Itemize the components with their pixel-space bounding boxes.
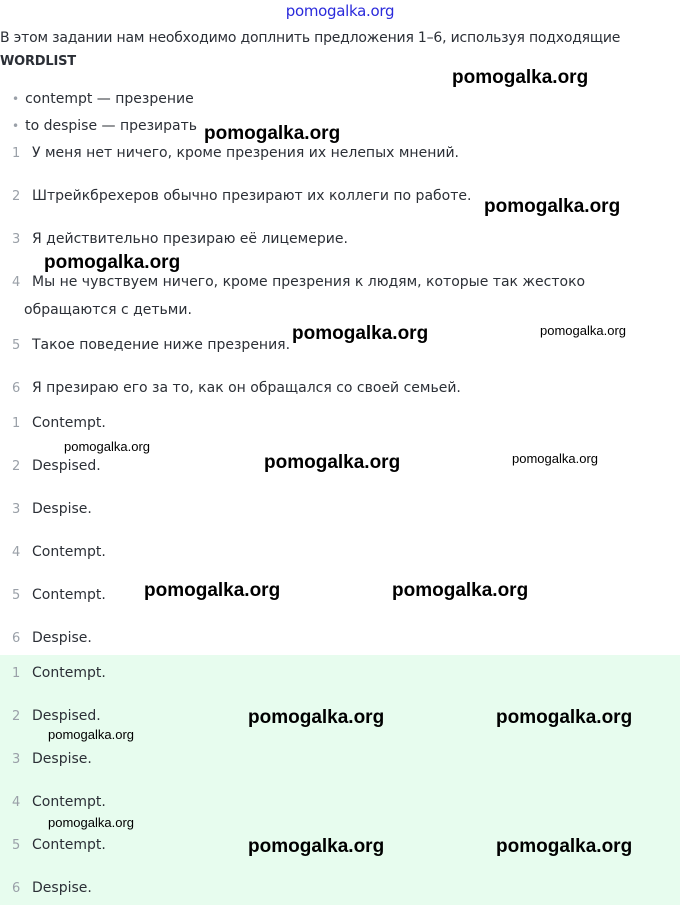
sentence-number: 1	[12, 146, 21, 161]
answer-row-highlighted	[12, 665, 672, 681]
watermark-logo: pomogalka.org	[540, 323, 626, 338]
sentence-number: 6	[12, 381, 21, 396]
answer-text: Contempt.	[32, 544, 106, 560]
sentence-text: У меня нет ничего, кроме презрения их нелепых мнений.	[32, 145, 459, 161]
answer-text: Contempt.	[32, 665, 106, 681]
watermark-logo: pomogalka.org	[452, 67, 589, 88]
answer-row	[12, 501, 672, 517]
answer-number: 4	[12, 795, 21, 810]
answer-number: 6	[12, 881, 21, 896]
sentence-text: Мы не чувствуем ничего, кроме презрения к людям, которые так жестоко	[32, 274, 586, 290]
answer-text: Despise.	[32, 880, 92, 896]
sentence-text: Такое поведение ниже презрения.	[32, 337, 291, 353]
answer-number: 2	[12, 459, 21, 474]
watermark-logo: pomogalka.org	[248, 836, 385, 857]
watermark-logo: pomogalka.org	[48, 815, 134, 830]
sentence-number: 5	[12, 338, 21, 353]
sentence-text: Штрейкбрехеров обычно презирают их коллеги по работе.	[32, 188, 472, 204]
answer-number: 5	[12, 838, 21, 853]
watermark-logo: pomogalka.org	[496, 836, 633, 857]
watermark-logo: pomogalka.org	[512, 451, 598, 466]
bullet-icon: •	[12, 119, 20, 133]
answer-text: Despise.	[32, 501, 92, 517]
watermark-logo: pomogalka.org	[48, 727, 134, 742]
sentence-row	[12, 274, 672, 290]
answer-text: Despise.	[32, 751, 92, 767]
answer-row-highlighted	[12, 751, 672, 767]
answer-number: 3	[12, 502, 21, 517]
watermark-logo: pomogalka.org	[204, 123, 341, 144]
watermark-logo: pomogalka.org	[44, 252, 181, 273]
answer-number: 5	[12, 588, 21, 603]
watermark-logo: pomogalka.org	[496, 707, 633, 728]
bullet-icon: •	[12, 92, 20, 106]
answer-number: 1	[12, 416, 21, 431]
watermark-logo: pomogalka.org	[144, 580, 281, 601]
sentence-number: 4	[12, 275, 21, 290]
sentence-row	[12, 231, 672, 247]
answer-row	[12, 630, 672, 646]
answers-highlight-panel	[0, 655, 680, 905]
sentence-row	[12, 145, 672, 161]
sentence-number: 2	[12, 189, 21, 204]
answer-row-highlighted	[12, 794, 672, 810]
sentence-number: 3	[12, 232, 21, 247]
answer-text: Contempt.	[32, 587, 106, 603]
answer-text: Despise.	[32, 630, 92, 646]
site-header-link[interactable]: pomogalka.org	[285, 2, 395, 20]
sentence-continuation: обращаются с детьми.	[24, 302, 192, 318]
answer-row-highlighted	[12, 880, 672, 896]
answer-text: Contempt.	[32, 794, 106, 810]
answer-number: 6	[12, 631, 21, 646]
wordlist-item: • contempt — презрение	[12, 91, 194, 107]
answer-text: Contempt.	[32, 415, 106, 431]
answer-row	[12, 415, 672, 431]
answer-text: Despised.	[32, 458, 101, 474]
wordlist-item: • to despise — презирать	[12, 118, 198, 134]
watermark-logo: pomogalka.org	[484, 196, 621, 217]
watermark-logo: pomogalka.org	[392, 580, 529, 601]
answer-row	[12, 587, 672, 603]
watermark-logo: pomogalka.org	[292, 323, 429, 344]
sentence-text: Я презираю его за то, как он обращался со своей семьей.	[32, 380, 461, 396]
answer-number: 4	[12, 545, 21, 560]
wordlist-title: WORDLIST	[0, 54, 76, 69]
watermark-logo: pomogalka.org	[248, 707, 385, 728]
sentence-text: Я действительно презираю её лицемерие.	[32, 231, 348, 247]
task-intro: В этом задании нам необходимо доплнить предложения 1–6, используя подходящие	[0, 30, 621, 46]
answer-row	[12, 544, 672, 560]
sentence-row	[12, 380, 672, 396]
answer-number: 1	[12, 666, 21, 681]
watermark-logo: pomogalka.org	[64, 439, 150, 454]
answer-number: 3	[12, 752, 21, 767]
answer-number: 2	[12, 709, 21, 724]
answer-text: Despised.	[32, 708, 101, 724]
answer-text: Contempt.	[32, 837, 106, 853]
watermark-logo: pomogalka.org	[264, 452, 401, 473]
